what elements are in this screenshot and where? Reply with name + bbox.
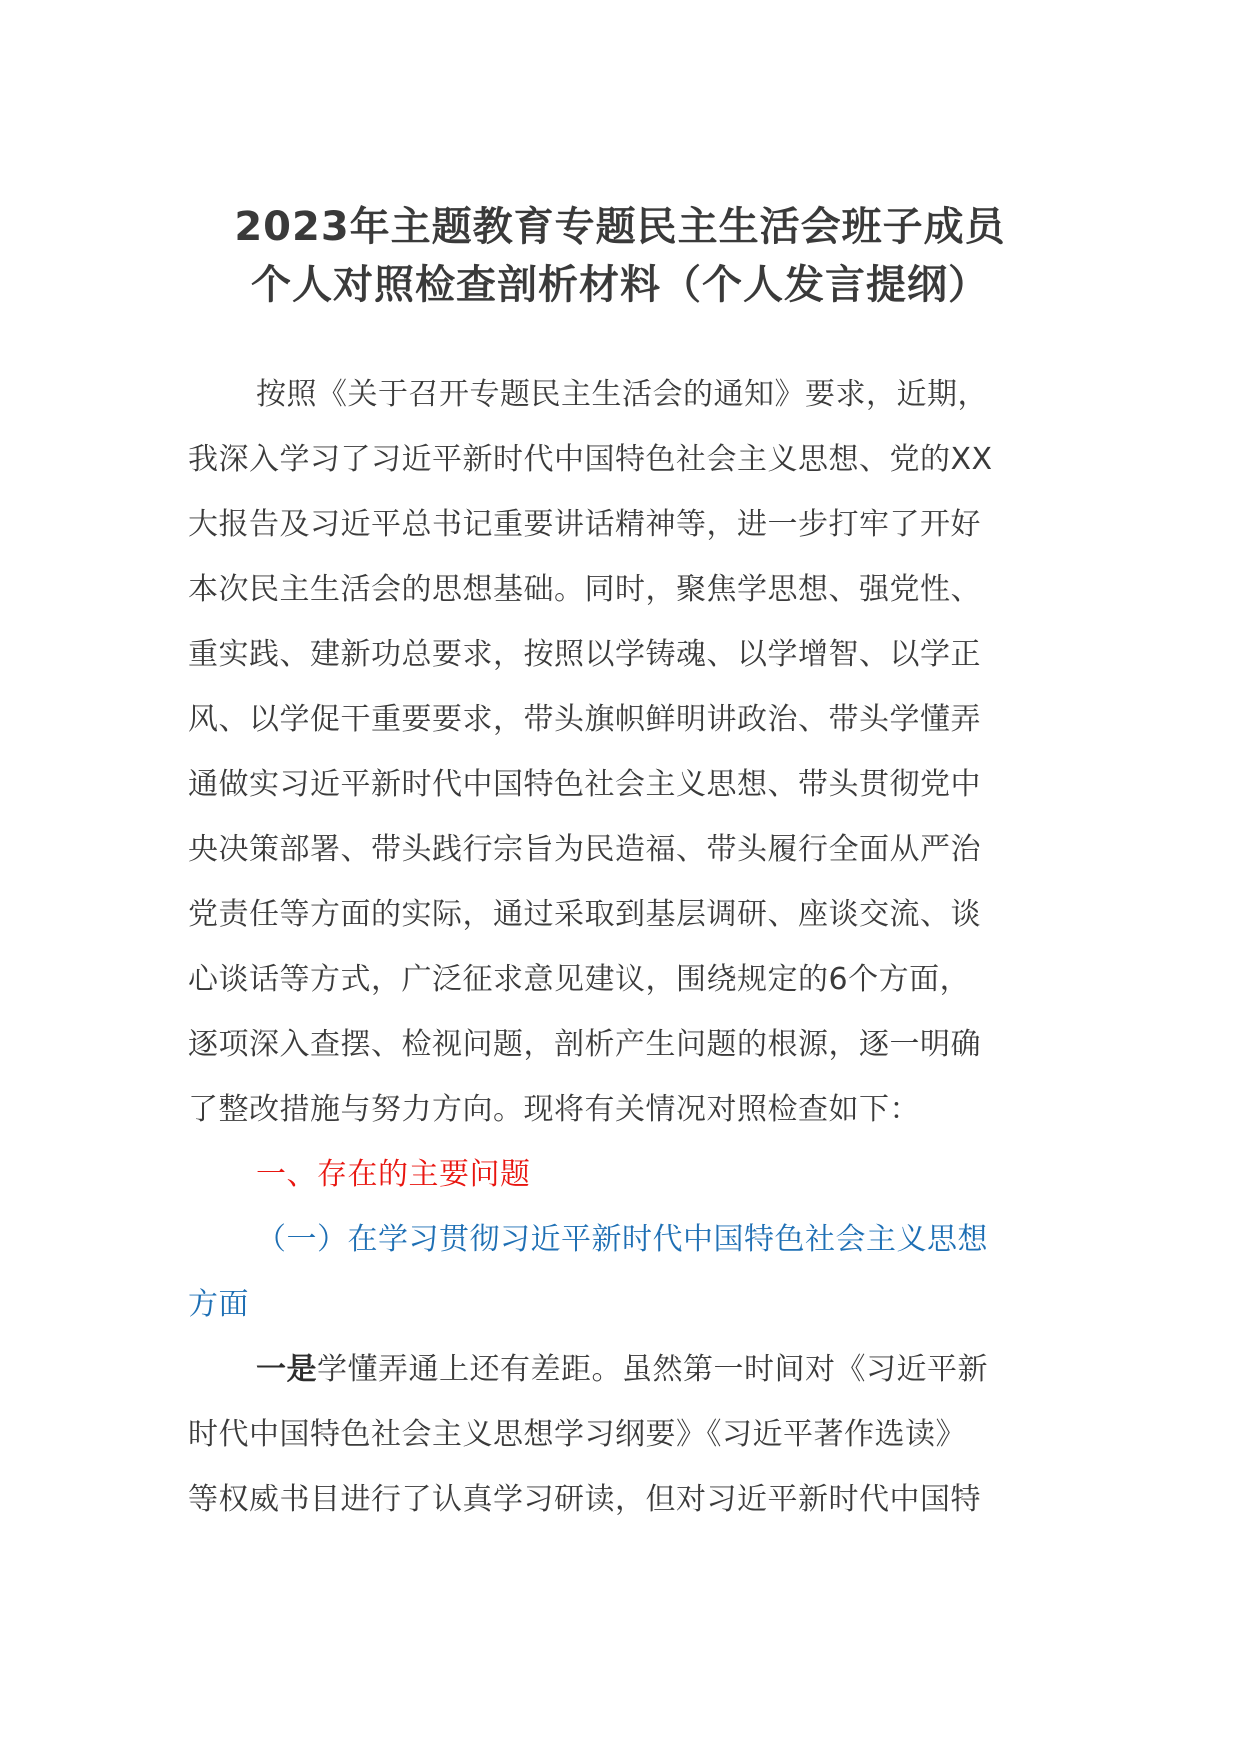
subsection-heading-line-1: （一）在学习贯彻习近平新时代中国特色社会主义思想 <box>256 1222 988 1257</box>
intro-line: 本次民主生活会的思想基础。同时，聚焦学思想、强党性、 <box>188 572 981 607</box>
intro-line: 心谈话等方式，广泛征求意见建议，围绕规定的6个方面， <box>188 962 971 997</box>
point-lead: 一是 <box>256 1352 317 1387</box>
document-body <box>188 362 1068 1532</box>
point-text: 学懂弄通上还有差距。虽然第一时间对《习近平新 <box>317 1352 988 1387</box>
title-line-2: 个人对照检查剖析材料（个人发言提纲） <box>251 262 989 308</box>
document-title <box>150 198 1090 314</box>
subsection-heading-line-2: 方面 <box>188 1287 249 1322</box>
intro-line: 了整改措施与努力方向。现将有关情况对照检查如下： <box>188 1092 920 1127</box>
point-line: 等权威书目进行了认真学习研读，但对习近平新时代中国特 <box>188 1482 981 1517</box>
intro-line: 我深入学习了习近平新时代中国特色社会主义思想、党的XX <box>188 442 993 477</box>
title-line-1: 2023年主题教育专题民主生活会班子成员 <box>234 204 1006 250</box>
intro-line: 大报告及习近平总书记重要讲话精神等，进一步打牢了开好 <box>188 507 981 542</box>
point-first-line <box>188 1337 1068 1402</box>
intro-line: 逐项深入查摆、检视问题，剖析产生问题的根源，逐一明确 <box>188 1027 981 1062</box>
intro-line: 风、以学促干重要要求，带头旗帜鲜明讲政治、带头学懂弄 <box>188 702 981 737</box>
intro-line: 通做实习近平新时代中国特色社会主义思想、带头贯彻党中 <box>188 767 981 802</box>
intro-line: 按照《关于召开专题民主生活会的通知》要求，近期， <box>256 377 988 412</box>
intro-line: 央决策部署、带头践行宗旨为民造福、带头履行全面从严治 <box>188 832 981 867</box>
section-heading-1: 一、存在的主要问题 <box>256 1157 531 1192</box>
point-line: 时代中国特色社会主义思想学习纲要》《习近平著作选读》 <box>188 1417 966 1452</box>
intro-line: 重实践、建新功总要求，按照以学铸魂、以学增智、以学正 <box>188 637 981 672</box>
intro-line: 党责任等方面的实际，通过采取到基层调研、座谈交流、谈 <box>188 897 981 932</box>
